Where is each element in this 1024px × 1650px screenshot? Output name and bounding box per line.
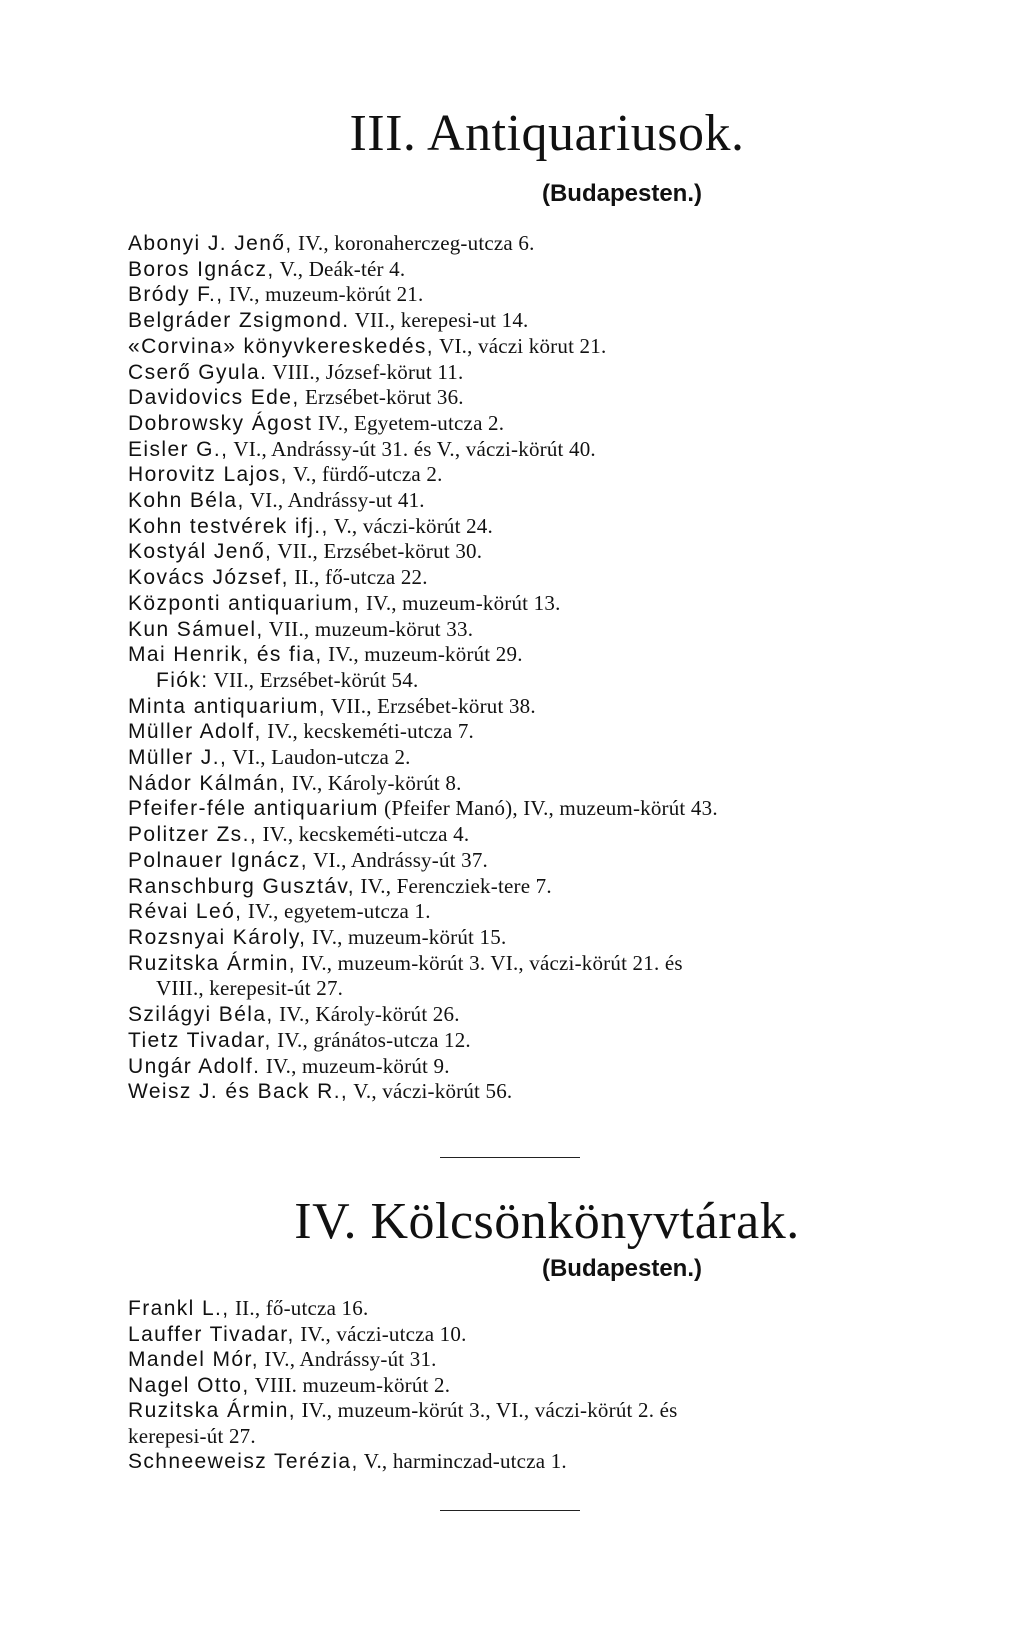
list-item [128, 1002, 928, 1028]
antiquarian-list [128, 231, 928, 1105]
entry-address: VI., Laudon-utcza 2. [227, 745, 411, 770]
list-item [128, 617, 928, 643]
section-subtitle-budapest-2: (Budapesten.) [541, 1255, 702, 1282]
list-item [128, 822, 928, 848]
entry-name: Révai Leó, [128, 900, 243, 924]
entry-address: VI., váczi körut 21. [434, 333, 607, 358]
entry-address: (Pfeifer Manó), IV., muzeum-körút 43. [378, 796, 718, 821]
entry-address: IV., muzeum-körút 3., VI., váczi-körút 2. és [296, 1398, 678, 1422]
list-item [128, 1028, 928, 1054]
entry-name: Abonyi J. Jenő, [128, 232, 293, 255]
list-item [128, 591, 928, 617]
entry-address: V., váczi-körút 24. [328, 513, 493, 538]
entry-name: Fiók: [156, 668, 209, 692]
entry-name: Ruzitska Ármin, [128, 1399, 297, 1422]
entry-name: Boros Ignácz, [128, 257, 275, 281]
list-item [128, 308, 928, 334]
entry-name: Rozsnyai Károly, [128, 925, 307, 949]
entry-address: IV., muzeum-körút 21. [223, 282, 424, 307]
entry-name: Mandel Mór, [128, 1348, 259, 1371]
entry-address: IV., Károly-körút 8. [286, 770, 462, 795]
list-item [128, 1347, 928, 1373]
entry-address: IV., Ferencziek-tere 7. [354, 873, 552, 898]
entry-name: Ranschburg Gusztáv, [128, 874, 355, 898]
entry-address: V., harminczad-utcza 1. [358, 1449, 567, 1473]
list-item [128, 874, 928, 900]
entry-address: IV., gránátos-utcza 12. [271, 1027, 471, 1052]
list-item [128, 257, 928, 283]
entry-name: Lauffer Tivadar, [128, 1322, 295, 1346]
entry-address: IV., koronaherczeg-utcza 6. [292, 231, 535, 255]
entry-name: Központi antiquarium, [128, 591, 361, 615]
list-item [128, 976, 928, 1002]
entry-address: IV., kecskeméti-utcza 4. [257, 822, 470, 847]
entry-address: VII., Erzsébet-körut 30. [272, 539, 483, 564]
entry-address: VI., Andrássy-út 37. [308, 847, 488, 872]
list-item [128, 437, 928, 463]
list-item [128, 539, 928, 565]
section-divider [440, 1157, 580, 1158]
entry-name: Kun Sámuel, [128, 617, 264, 641]
list-item [128, 1079, 928, 1105]
list-item [128, 796, 928, 822]
entry-name: Mai Henrik, és fia, [128, 643, 323, 667]
entry-name: Schneeweisz Terézia, [128, 1450, 359, 1473]
entry-address: II., fő-utcza 22. [288, 565, 428, 590]
list-item [128, 925, 928, 951]
list-item [128, 899, 928, 925]
entry-name: Kohn Béla, [128, 489, 245, 513]
entry-name: Ungár Adolf. [128, 1054, 261, 1078]
entry-name: Eisler G., [128, 437, 229, 461]
entry-name: Politzer Zs., [128, 823, 258, 847]
entry-address: IV., váczi-utcza 10. [294, 1321, 467, 1346]
list-item [128, 231, 928, 257]
list-item [128, 694, 928, 720]
list-item [128, 282, 928, 308]
list-item [128, 1322, 928, 1348]
list-item [128, 951, 928, 977]
entry-address: V., fürdő-utcza 2. [287, 462, 443, 487]
list-item [128, 360, 928, 386]
entry-address: VI., Andrássy-ut 41. [244, 488, 425, 513]
list-item [128, 488, 928, 514]
entry-address: VIII. muzeum-körút 2. [249, 1372, 451, 1397]
entry-address: IV., muzeum-körút 15. [306, 924, 507, 949]
entry-name: Dobrowsky Ágost [128, 411, 313, 435]
entry-address: IV., egyetem-utcza 1. [242, 899, 431, 924]
entry-address: VII., muzeum-körut 33. [263, 616, 474, 641]
entry-name: «Corvina» könyvkereskedés, [128, 334, 435, 358]
section-title-antiquariusok: III. Antiquariusok. [349, 105, 745, 162]
entry-address: Erzsébet-körut 36. [299, 385, 464, 410]
entry-address: VIII., kerepesit-út 27. [156, 976, 344, 1001]
entry-name: Belgráder Zsigmond. [128, 309, 350, 333]
entry-name: Pfeifer-féle antiquarium [128, 797, 379, 821]
list-item [128, 745, 928, 771]
entry-address: VII., Erzsébet-körut 38. [325, 693, 536, 718]
list-item [128, 848, 928, 874]
entry-name: Ruzitska Ármin, [128, 951, 297, 975]
entry-name: Davidovics Ede, [128, 386, 300, 410]
list-item [128, 514, 928, 540]
entry-address: IV., Andrássy-út 31. [258, 1347, 437, 1371]
entry-name: Tietz Tivadar, [128, 1028, 272, 1052]
list-item [128, 411, 928, 437]
entry-name: Kostyál Jenő, [128, 540, 273, 564]
entry-name: Frankl L., [128, 1297, 230, 1320]
entry-name: Minta antiquarium, [128, 694, 326, 718]
entry-name: Horovitz Lajos, [128, 463, 288, 487]
entry-address: II., fő-utcza 16. [229, 1296, 369, 1320]
entry-name: Polnauer Ignácz, [128, 848, 309, 872]
entry-name: Cserő Gyula. [128, 360, 268, 384]
entry-name: Nagel Otto, [128, 1373, 250, 1397]
entry-address: VIII., József-körut 11. [267, 359, 464, 384]
list-item [128, 719, 928, 745]
list-item [128, 771, 928, 797]
entry-address: V., váczi-körút 56. [348, 1079, 513, 1104]
lending-library-list [128, 1296, 928, 1475]
entry-address: VII., kerepesi-ut 14. [349, 308, 529, 333]
section-subtitle-budapest: (Budapesten.) [541, 180, 702, 207]
list-item [128, 1424, 928, 1450]
entry-name: Müller J., [128, 746, 228, 770]
list-item [128, 462, 928, 488]
list-item [128, 1296, 928, 1322]
entry-name: Bródy F., [128, 283, 224, 307]
entry-name: Szilágyi Béla, [128, 1003, 274, 1027]
entry-name: Nádor Kálmán, [128, 771, 287, 795]
section-title-kolcsonkonyvtarak: IV. Kölcsönkönyvtárak. [294, 1193, 800, 1250]
entry-address: IV., kecskeméti-utcza 7. [261, 719, 474, 744]
entry-name: Kohn testvérek ifj., [128, 514, 329, 538]
list-item [128, 642, 928, 668]
entry-name: Weisz J. és Back R., [128, 1080, 349, 1104]
entry-address: IV., Egyetem-utcza 2. [312, 410, 505, 435]
entry-address: VI., Andrássy-út 31. és V., váczi-körút 40. [228, 436, 596, 461]
entry-address: IV., muzeum-körút 3. VI., váczi-körút 21. és [296, 950, 683, 975]
entry-name: Müller Adolf, [128, 720, 262, 744]
entry-address: VII., Erzsébet-körút 54. [208, 667, 419, 692]
list-item [128, 334, 928, 360]
entry-address: kerepesi-út 27. [128, 1423, 256, 1448]
list-item [128, 1054, 928, 1080]
entry-address: IV., muzeum-körút 13. [360, 590, 561, 615]
entry-name: Kovács József, [128, 566, 289, 590]
list-item [128, 1373, 928, 1399]
list-item [128, 668, 928, 694]
entry-address: IV., Károly-körút 26. [273, 1002, 460, 1027]
list-item [128, 385, 928, 411]
entry-address: V., Deák-tér 4. [274, 256, 406, 281]
list-item [128, 1449, 928, 1475]
end-divider [440, 1510, 580, 1511]
list-item [128, 565, 928, 591]
list-item [128, 1398, 928, 1424]
entry-address: IV., muzeum-körút 29. [322, 642, 523, 667]
entry-address: IV., muzeum-körút 9. [260, 1053, 450, 1078]
